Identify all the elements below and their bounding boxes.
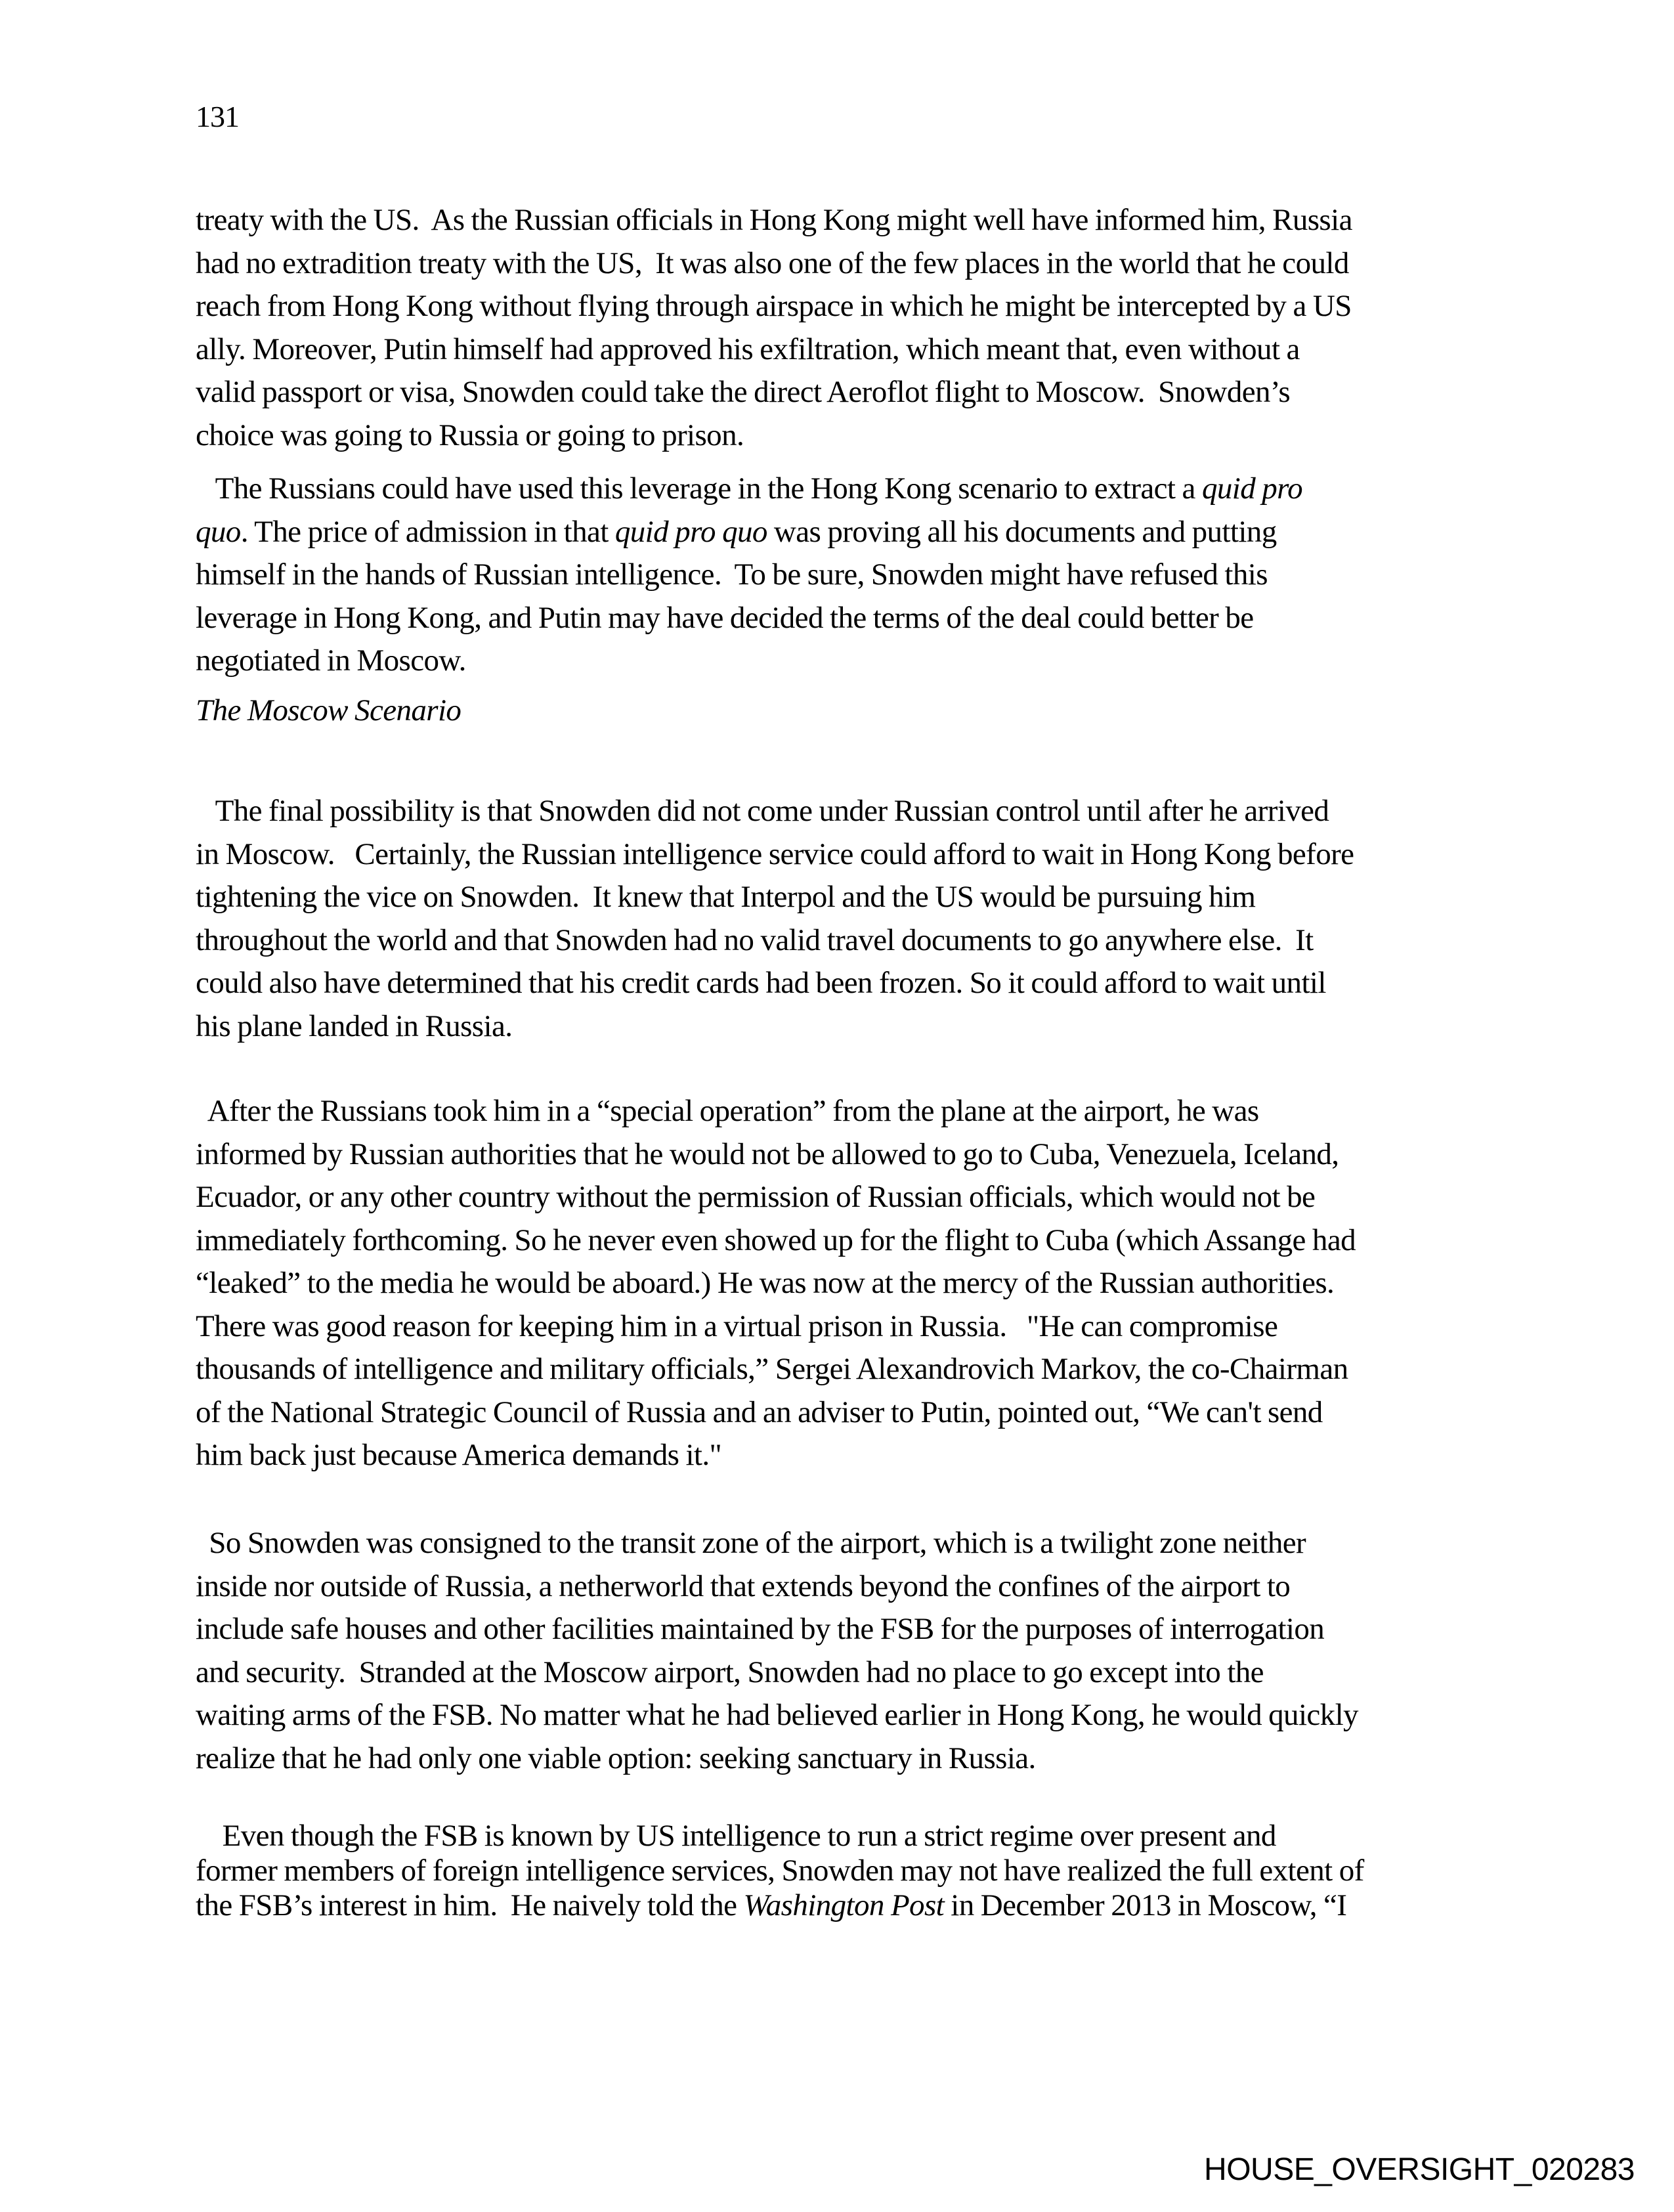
text-run: in Moscow. Certainly, the Russian intelligence service could afford to wait in Hong Kong before bbox=[196, 836, 1354, 871]
paragraph-1 bbox=[196, 199, 1509, 457]
text-run: his plane landed in Russia. bbox=[196, 1008, 513, 1043]
text-line bbox=[196, 414, 1509, 458]
text-run: “leaked” to the media he would be aboard.) He was now at the mercy of the Russian authorities. bbox=[196, 1266, 1335, 1300]
text-run: Even though the FSB is known by US intelligence to run a strict regime over present and bbox=[196, 1819, 1276, 1853]
text-line bbox=[196, 833, 1509, 877]
text-run: After the Russians took him in a “special operation” from the plane at the airport, he was bbox=[196, 1094, 1259, 1128]
text-run: throughout the world and that Snowden had no valid travel documents to go anywhere else. It bbox=[196, 922, 1314, 957]
text-run: waiting arms of the FSB. No matter what he had believed earlier in Hong Kong, he would quickly bbox=[196, 1698, 1358, 1732]
text-run: leverage in Hong Kong, and Putin may have decided the terms of the deal could better be bbox=[196, 600, 1254, 635]
text-run: negotiated in Moscow. bbox=[196, 643, 466, 678]
text-line bbox=[196, 640, 1509, 683]
text-run: thousands of intelligence and military officials,” Sergei Alexandrovich Markov, the co-Chairman bbox=[196, 1352, 1348, 1386]
text-line bbox=[196, 1434, 1509, 1477]
text-run: treaty with the US. As the Russian officials in Hong Kong might well have informed him, Russia bbox=[196, 203, 1352, 237]
paragraph-4 bbox=[196, 1090, 1509, 1477]
text-line bbox=[196, 1522, 1509, 1565]
text-line bbox=[196, 1565, 1509, 1609]
text-run: could also have determined that his credit cards had been frozen. So it could afford to wait until bbox=[196, 966, 1326, 1000]
text-run: ally. Moreover, Putin himself had approved his exfiltration, which meant that, even without a bbox=[196, 332, 1300, 366]
text-run: Ecuador, or any other country without the permission of Russian officials, which would not be bbox=[196, 1180, 1316, 1214]
text-run: informed by Russian authorities that he would not be allowed to go to Cuba, Venezuela, Iceland, bbox=[196, 1137, 1339, 1171]
text-run: tightening the vice on Snowden. It knew that Interpol and the US would be pursuing him bbox=[196, 880, 1256, 914]
text-run: There was good reason for keeping him in a virtual prison in Russia. "He can compromise bbox=[196, 1309, 1278, 1343]
italic-run: quid pro quo bbox=[614, 514, 767, 549]
text-run: himself in the hands of Russian intelligence. To be sure, Snowden might have refused this bbox=[196, 557, 1268, 592]
text-line bbox=[196, 1305, 1509, 1349]
text-run: immediately forthcoming. So he never even showed up for the flight to Cuba (which Assange had bbox=[196, 1223, 1356, 1257]
text-run: valid passport or visa, Snowden could take the direct Aeroflot flight to Moscow. Snowden’s bbox=[196, 375, 1291, 409]
text-run: The Russians could have used this leverage in the Hong Kong scenario to extract a bbox=[196, 471, 1202, 506]
text-line bbox=[196, 1262, 1509, 1305]
paragraph-2 bbox=[196, 467, 1509, 683]
text-run: choice was going to Russia or going to prison. bbox=[196, 418, 744, 452]
text-line bbox=[196, 962, 1509, 1005]
text-line bbox=[196, 328, 1509, 372]
text-line bbox=[196, 1090, 1509, 1133]
text-line bbox=[196, 597, 1509, 640]
text-line bbox=[196, 553, 1509, 597]
page-number: 131 bbox=[196, 100, 239, 133]
text-line bbox=[196, 876, 1509, 919]
italic-run: Washington Post bbox=[743, 1888, 945, 1922]
text-run: in December 2013 in Moscow, “I bbox=[944, 1888, 1347, 1922]
text-line bbox=[196, 1608, 1509, 1651]
text-run: So Snowden was consigned to the transit zone of the airport, which is a twilight zone neither bbox=[196, 1526, 1306, 1560]
text-run: realize that he had only one viable option: seeking sanctuary in Russia. bbox=[196, 1741, 1036, 1775]
text-line bbox=[196, 1888, 1509, 1923]
text-line bbox=[196, 1133, 1509, 1177]
text-line bbox=[196, 1819, 1509, 1854]
text-line bbox=[196, 1219, 1509, 1263]
text-line bbox=[196, 1348, 1509, 1391]
paragraph-5 bbox=[196, 1522, 1509, 1780]
text-run: former members of foreign intelligence services, Snowden may not have realized the full extent of bbox=[196, 1854, 1364, 1888]
text-run: the FSB’s interest in him. He naively told the bbox=[196, 1888, 744, 1922]
section-heading: The Moscow Scenario bbox=[196, 693, 461, 727]
italic-run: quid pro bbox=[1201, 471, 1302, 506]
text-run: include safe houses and other facilities maintained by the FSB for the purposes of interrogation bbox=[196, 1612, 1325, 1646]
text-run: inside nor outside of Russia, a netherworld that extends beyond the confines of the airport to bbox=[196, 1569, 1291, 1603]
text-line bbox=[196, 1176, 1509, 1219]
bates-number: HOUSE_OVERSIGHT_020283 bbox=[1204, 2152, 1635, 2187]
text-line bbox=[196, 1854, 1509, 1888]
text-run: was proving all his documents and putting bbox=[767, 514, 1277, 549]
text-line bbox=[196, 790, 1509, 833]
text-line bbox=[196, 1737, 1509, 1781]
text-run: him back just because America demands it." bbox=[196, 1438, 722, 1472]
text-run: and security. Stranded at the Moscow airport, Snowden had no place to go except into the bbox=[196, 1655, 1264, 1689]
text-line bbox=[196, 919, 1509, 963]
text-run: had no extradition treaty with the US, It was also one of the few places in the world that he could bbox=[196, 246, 1349, 280]
paragraph-6 bbox=[196, 1819, 1509, 1923]
text-line bbox=[196, 1651, 1509, 1695]
text-run: reach from Hong Kong without flying through airspace in which he might be intercepted by a US bbox=[196, 289, 1352, 323]
text-line bbox=[196, 371, 1509, 414]
text-run: The final possibility is that Snowden did not come under Russian control until after he arrived bbox=[196, 794, 1329, 828]
paragraph-3 bbox=[196, 790, 1509, 1048]
text-line bbox=[196, 511, 1509, 554]
italic-run: quo bbox=[196, 514, 241, 549]
text-line bbox=[196, 242, 1509, 286]
text-line bbox=[196, 1694, 1509, 1737]
text-run: . The price of admission in that bbox=[240, 514, 615, 549]
text-run: of the National Strategic Council of Russia and an adviser to Putin, pointed out, “We can't send bbox=[196, 1395, 1323, 1429]
text-line bbox=[196, 285, 1509, 328]
text-line bbox=[196, 1391, 1509, 1435]
text-line bbox=[196, 1005, 1509, 1049]
text-line bbox=[196, 199, 1509, 242]
text-line bbox=[196, 467, 1509, 511]
